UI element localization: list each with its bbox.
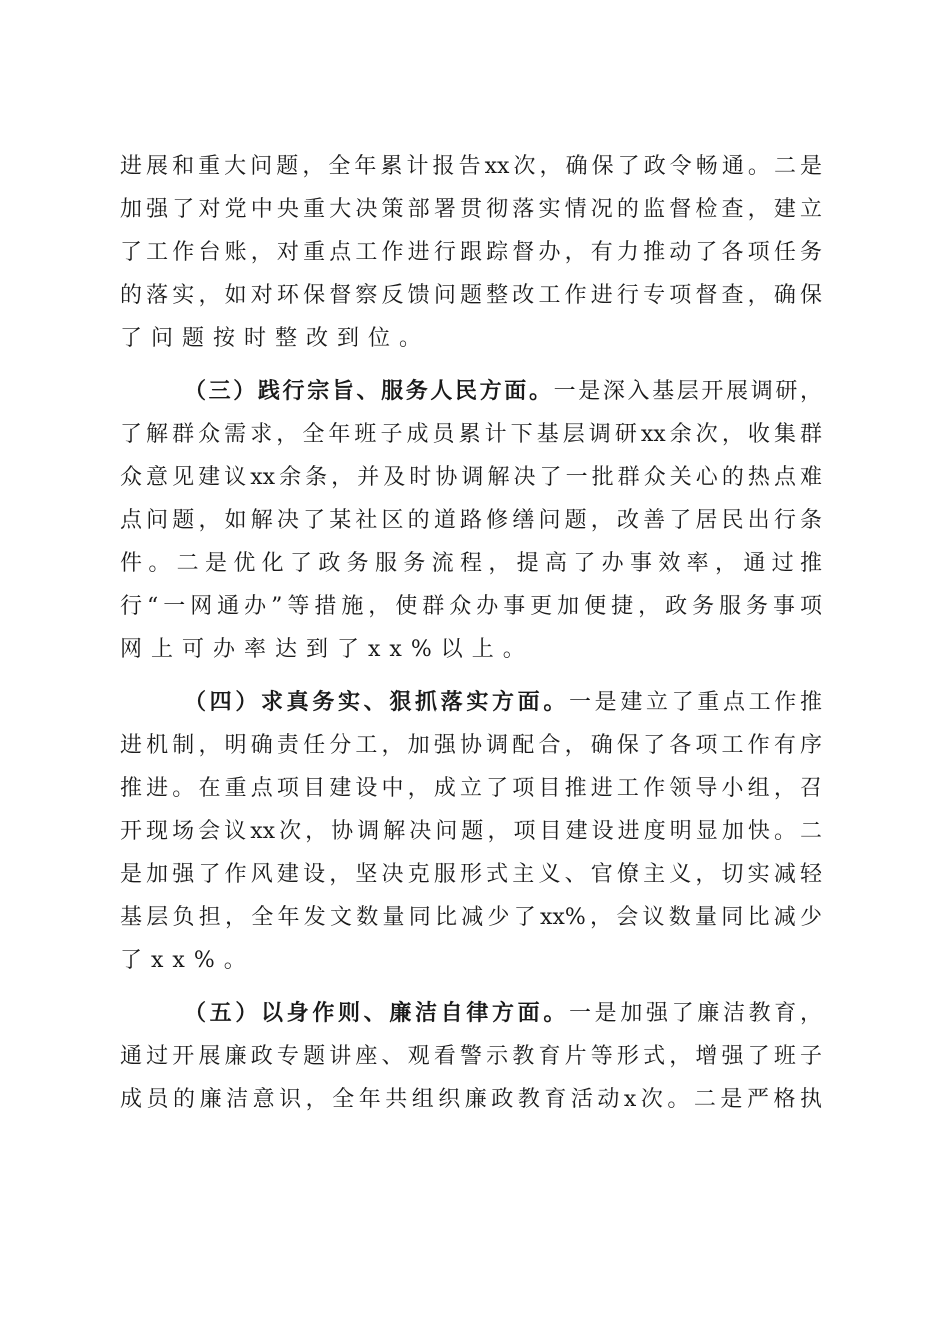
text-line: 行“一网通办”等措施，使群众办事更加便捷，政务服务事项: [120, 594, 822, 619]
text-line: 成员的廉洁意识，全年共组织廉政教育活动x次。二是严格执: [120, 1087, 822, 1112]
paragraph-first-line: [120, 992, 822, 1035]
paragraph-continuation: [120, 145, 822, 360]
text-line: 了工作台账，对重点工作进行跟踪督办，有力推动了各项任务: [120, 240, 822, 265]
text-line: 进机制，明确责任分工，加强协调配合，确保了各项工作有序: [120, 733, 822, 758]
text-line: 开现场会议xx次，协调解决问题，项目建设进度明显加快。二: [120, 819, 822, 844]
text-line: 点问题，如解决了某社区的道路修缮问题，改善了居民出行条: [120, 508, 822, 533]
text-line: 推进。在重点项目建设中，成立了项目推进工作领导小组，召: [120, 776, 822, 801]
section-heading: （三）践行宗旨、服务人民方面。: [184, 378, 554, 404]
text-line: 进展和重大问题，全年累计报告xx次，确保了政令畅通。二是: [120, 154, 822, 179]
text-line: 基层负担，全年发文数量同比减少了xx%，会议数量同比减少: [120, 905, 822, 930]
text-run: 一是建立了重点工作推: [568, 690, 822, 715]
document-page: [120, 145, 822, 1131]
text-run: 一是深入基层开展调研，: [553, 379, 822, 404]
text-line: 了问题按时整改到位。: [120, 326, 431, 351]
text-line: 网上可办率达到了xx%以上。: [120, 637, 534, 662]
text-line: 了xx%。: [120, 948, 255, 973]
text-line: 众意见建议xx余条，并及时协调解决了一批群众关心的热点难: [120, 465, 822, 490]
paragraph-section-3: [120, 370, 822, 671]
paragraph-first-line: [120, 681, 822, 724]
paragraph-section-5: [120, 992, 822, 1121]
text-line: 通过开展廉政专题讲座、观看警示教育片等形式，增强了班子: [120, 1044, 822, 1069]
section-heading: （四）求真务实、狠抓落实方面。: [184, 689, 569, 715]
section-heading: （五）以身作则、廉洁自律方面。: [184, 1000, 569, 1026]
text-line: 的落实，如对环保督察反馈问题整改工作进行专项督查，确保: [120, 283, 822, 308]
text-run: 一是加强了廉洁教育，: [568, 1001, 822, 1026]
paragraph-first-line: [120, 370, 822, 413]
text-line: 是加强了作风建设，坚决克服形式主义、官僚主义，切实减轻: [120, 862, 822, 887]
text-line: 加强了对党中央重大决策部署贯彻落实情况的监督检查，建立: [120, 197, 822, 222]
text-line: 件。二是优化了政务服务流程，提高了办事效率，通过推: [120, 551, 822, 576]
text-line: 了解群众需求，全年班子成员累计下基层调研xx余次，收集群: [120, 422, 822, 447]
paragraph-section-4: [120, 681, 822, 982]
